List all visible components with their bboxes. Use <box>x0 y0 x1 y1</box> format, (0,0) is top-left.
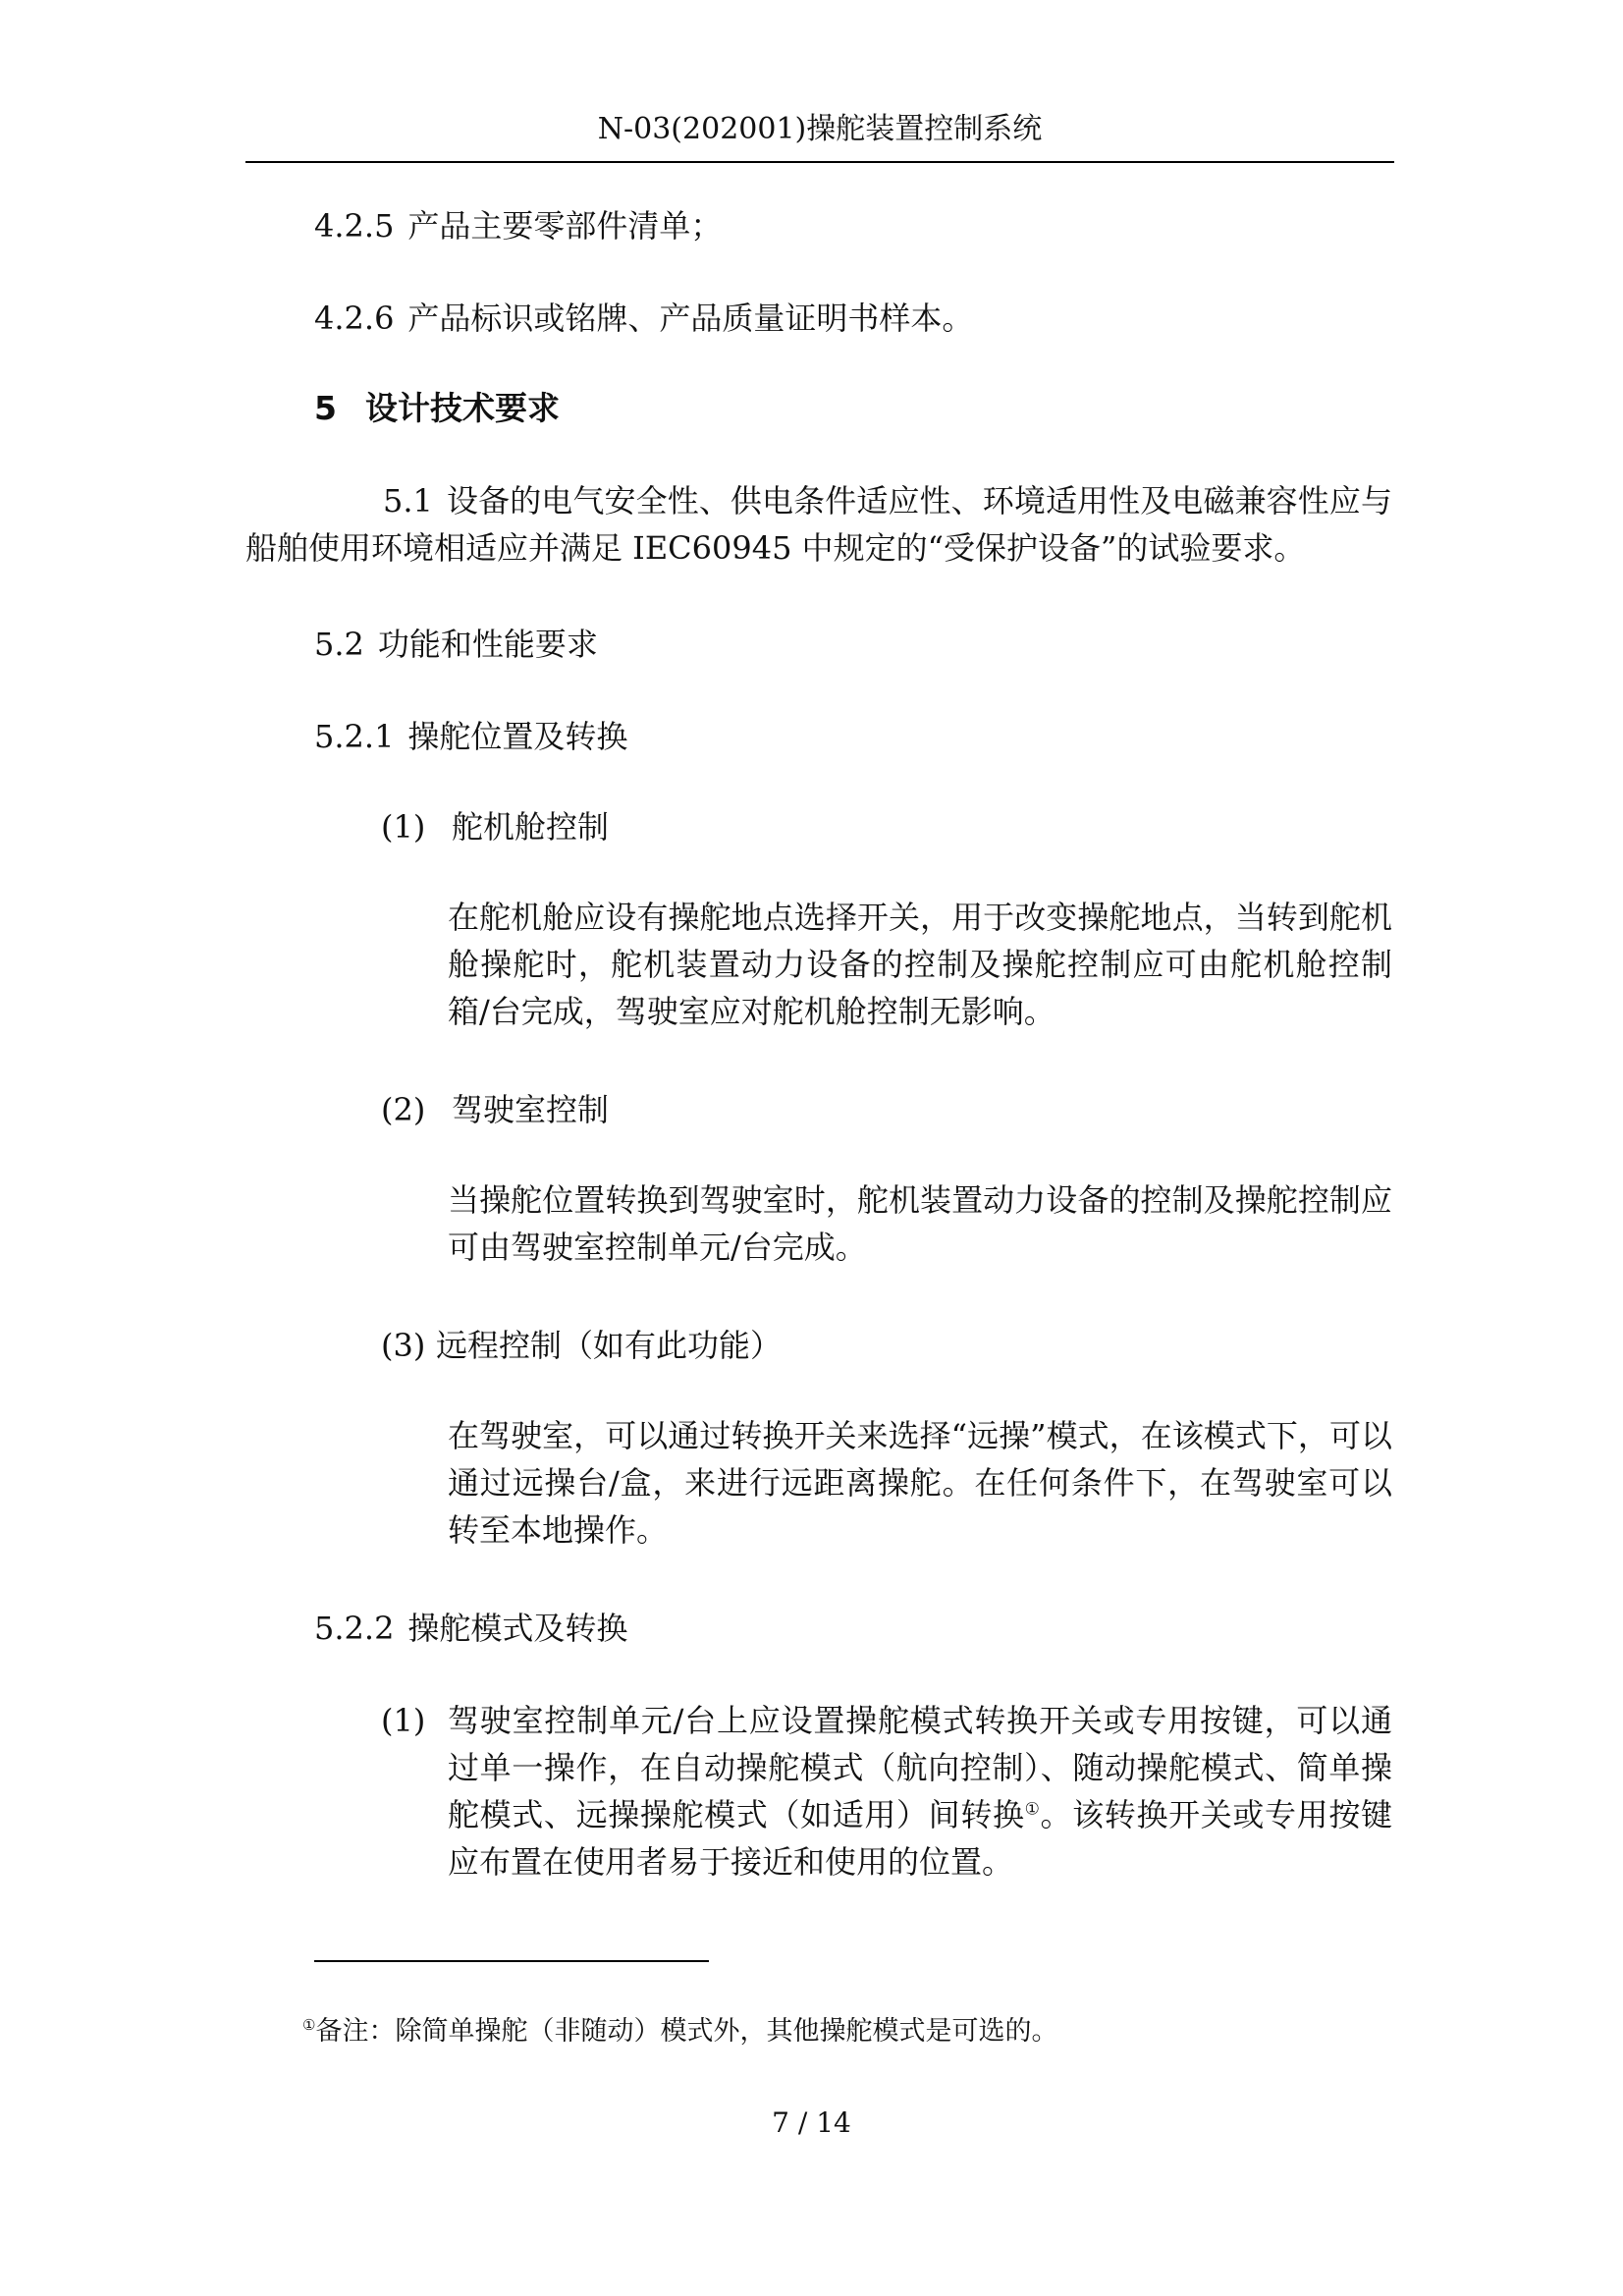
footnote-text: 备注：除简单操舵（非随动）模式外，其他操舵模式是可选的。 <box>315 2016 1058 2047</box>
section-text: 设备的电气安全性、供电条件适应性、环境适用性及电磁兼容性应与船舶使用环境相适应并满足 IEC60945 中规定的“受保护设备”的试验要求。 <box>245 482 1392 567</box>
section-5-1 <box>245 477 1392 572</box>
section-number: 5.2.1 <box>314 718 395 755</box>
item-text-before: 驾驶室控制单元/台上应设置操舵模式转换开关或专用按键，可以通过单一操作，在自动操舵模式（航向控制）、随动操舵模式、简单操舵模式、远操操舵模式（如适用）间转换 <box>448 1702 1392 1833</box>
section-number: 4.2.6 <box>314 300 395 337</box>
item-text: 在舵机舱应设有操舵地点选择开关，用于改变操舵地点，当转到舵机舱操舵时，舵机装置动力设备的控制及操舵控制应可由舵机舱控制箱/台完成，驾驶室应对舵机舱控制无影响。 <box>448 899 1392 1030</box>
heading-5 <box>314 385 560 432</box>
item-text <box>448 1697 1392 1886</box>
footnote-mark: ① <box>302 2016 316 2034</box>
item-title: 远程控制（如有此功能） <box>436 1327 783 1364</box>
section-number: 4.2.5 <box>314 207 395 245</box>
list-marker: (3) <box>381 1327 426 1364</box>
section-title: 操舵位置及转换 <box>407 718 628 755</box>
footnote <box>302 2013 1057 2050</box>
item-text: 当操舵位置转换到驾驶室时，舵机装置动力设备的控制及操舵控制应可由驾驶室控制单元/台完成。 <box>448 1181 1392 1266</box>
section-number: 5.2.2 <box>314 1610 395 1647</box>
section-5-2 <box>314 621 598 668</box>
section-4-2-6 <box>314 295 973 342</box>
section-number: 5.1 <box>383 482 433 519</box>
item-text: 在驾驶室，可以通过转换开关来选择“远操”模式，在该模式下，可以通过远操台/盒，来进行远距离操舵。在任何条件下，在驾驶室可以转至本地操作。 <box>448 1417 1392 1549</box>
page-number: 7 / 14 <box>772 2106 851 2139</box>
list-marker: (1) <box>381 808 426 846</box>
section-text: 产品标识或铭牌、产品质量证明书样本。 <box>407 300 974 337</box>
item-title: 驾驶室控制 <box>452 1091 610 1128</box>
item-title: 舵机舱控制 <box>452 808 610 846</box>
heading-title: 设计技术要求 <box>365 389 560 427</box>
section-title: 功能和性能要求 <box>377 626 598 663</box>
list-marker: (1) <box>381 1702 426 1739</box>
footnote-separator <box>314 1960 709 1962</box>
heading-number: 5 <box>314 389 337 427</box>
page-header: N-03(202001)操舵装置控制系统 <box>597 112 1043 146</box>
section-4-2-5 <box>314 202 722 249</box>
section-5-2-1 <box>314 713 627 760</box>
section-number: 5.2 <box>314 626 364 663</box>
footnote-reference[interactable]: ① <box>1024 1799 1041 1820</box>
section-text: 产品主要零部件清单； <box>407 207 723 245</box>
list-marker: (2) <box>381 1091 426 1128</box>
section-5-2-2 <box>314 1605 627 1652</box>
item-text-after: 。该转换开关或专用按键应布置在使用者易于接近和使用的位置。 <box>448 1796 1392 1881</box>
section-title: 操舵模式及转换 <box>407 1610 628 1647</box>
header-rule <box>245 161 1394 163</box>
